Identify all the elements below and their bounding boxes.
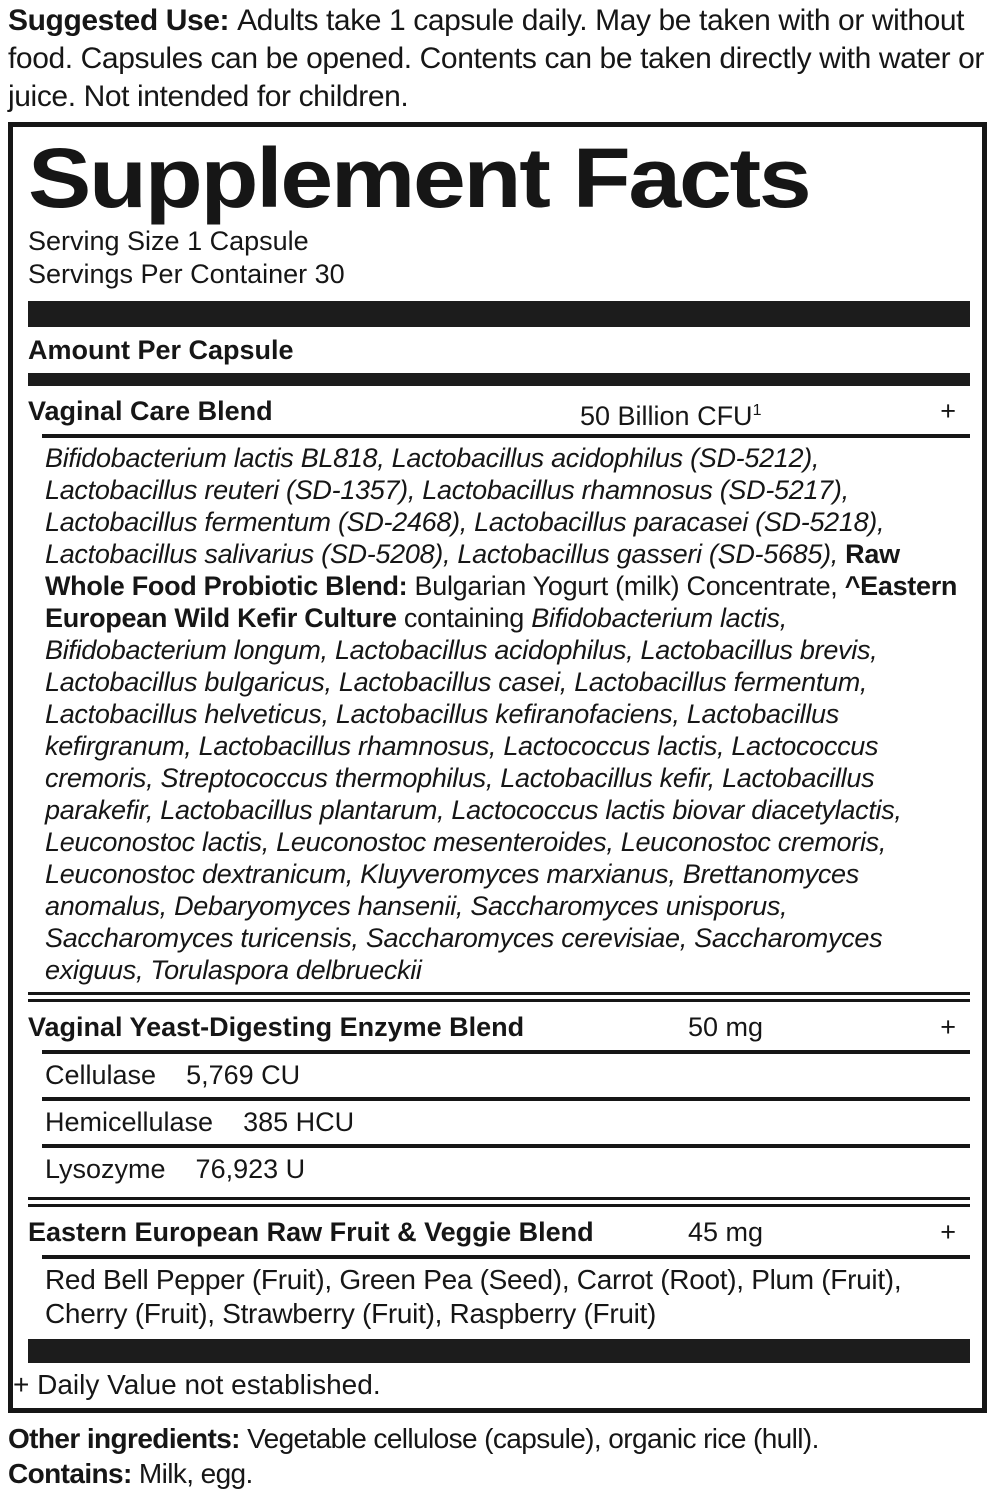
care-blend-ingredients: Bifidobacterium lactis BL818, Lactobacillus acidophilus (SD-5212), Lactobacillus reuteri (SD-1357), Lactobacillus rhamnosus (SD-5217), Lactobacillus fermentum (SD-2468), Lactobacillus paracasei (SD-5218), Lactobacillus salivarius (SD-5208), Lactobacillus gasseri (SD-5685), Raw Whole Food Probiotic Blend: Bulgarian Yogurt (milk) Concentrate, ^Eastern European Wild Kefir Culture containing Bifidobacterium lactis, Bifidobacterium longum, Lactobacillus acidophilus, Lactobacillus brevis, Lactobacillus bulgaricus, Lactobacillus casei, Lactobacillus fermentum, Lactobacillus helveticus, Lactobacillus kefiranofaciens, Lactobacillus kefirgranum, Lactobacillus rhamnosus, Lactococcus lactis, Lactococcus cremoris, Streptococcus thermophilus, Lactobacillus kefir, Lactobacillus parakefir, Lactobacillus plantarum, Lactococcus lactis biovar diacetylactis, Leuconostoc lactis, Leuconostoc mesenteroides, Leuconostoc cremoris, Leuconostoc dextranicum, Kluyveromyces marxianus, Brettanomyces anomalus, Debaryomyces hansenii, Saccharomyces unisporus, Saccharomyces turicensis, Saccharomyces cerevisiae, Saccharomyces exiguus, Torulaspora delbrueckii bbox=[45, 443, 958, 985]
enzyme-name: Lysozyme bbox=[45, 1154, 166, 1184]
separator-bar-medium bbox=[28, 373, 970, 386]
other-ingredients-line: Other ingredients: Vegetable cellulose (capsule), organic rice (hull). bbox=[8, 1423, 819, 1454]
blend-row-vaginal-care bbox=[28, 386, 970, 434]
daily-value-plus: + bbox=[940, 1012, 956, 1042]
double-rule bbox=[28, 992, 970, 1002]
blend-name: Eastern European Raw Fruit & Veggie Blend bbox=[28, 1217, 594, 1247]
enzyme-row-cellulase bbox=[28, 1054, 970, 1097]
double-rule bbox=[28, 1197, 970, 1207]
separator-bar-thick bbox=[28, 301, 970, 327]
blend-row-fruit-veggie bbox=[28, 1207, 970, 1255]
daily-value-plus: + bbox=[940, 1217, 956, 1247]
blend-name: Vaginal Yeast-Digesting Enzyme Blend bbox=[28, 1012, 525, 1042]
servings-per-container: Servings Per Container 30 bbox=[28, 259, 345, 289]
supplement-facts-panel bbox=[8, 122, 987, 1413]
panel-title: Supplement Facts bbox=[28, 131, 810, 225]
blend-name: Vaginal Care Blend bbox=[28, 396, 273, 426]
daily-value-plus: + bbox=[940, 396, 956, 426]
enzyme-amount: 385 HCU bbox=[243, 1107, 355, 1137]
fruit-veggie-ingredients: Red Bell Pepper (Fruit), Green Pea (Seed), Carrot (Root), Plum (Fruit), Cherry (Fruit), Strawberry (Fruit), Raspberry (Fruit) bbox=[45, 1264, 902, 1329]
enzyme-name: Hemicellulase bbox=[45, 1107, 214, 1137]
enzyme-row-lysozyme bbox=[28, 1148, 970, 1191]
footnote-marker: 1 bbox=[752, 402, 762, 419]
footnote-separator-bar bbox=[28, 1339, 970, 1363]
blend-amount-value: 50 Billion CFU bbox=[580, 401, 753, 431]
rule-under-fruit-blend bbox=[42, 1255, 970, 1259]
daily-value-footnote: + Daily Value not established. bbox=[13, 1369, 381, 1400]
other-ingredients-section bbox=[8, 1421, 987, 1491]
serving-size: Serving Size 1 Capsule bbox=[28, 226, 309, 256]
blend-amount: 50 mg bbox=[688, 1012, 764, 1042]
rule-under-care-blend bbox=[42, 434, 970, 438]
enzyme-amount: 5,769 CU bbox=[186, 1060, 301, 1090]
enzyme-row-hemicellulase bbox=[28, 1101, 970, 1144]
amount-per-capsule-header: Amount Per Capsule bbox=[28, 335, 294, 365]
contains-line: Contains: Milk, egg. bbox=[8, 1458, 253, 1489]
blend-amount: 45 mg bbox=[688, 1217, 764, 1247]
blend-amount bbox=[580, 395, 761, 432]
enzyme-amount: 76,923 U bbox=[195, 1154, 306, 1184]
suggested-use-text: Suggested Use: Adults take 1 capsule daily. May be taken with or without food. Capsules can be opened. Contents can be taken directly with water or juice. Not intended for children. bbox=[8, 4, 985, 113]
blend-row-enzyme bbox=[28, 1002, 970, 1050]
enzyme-name: Cellulase bbox=[45, 1060, 157, 1090]
